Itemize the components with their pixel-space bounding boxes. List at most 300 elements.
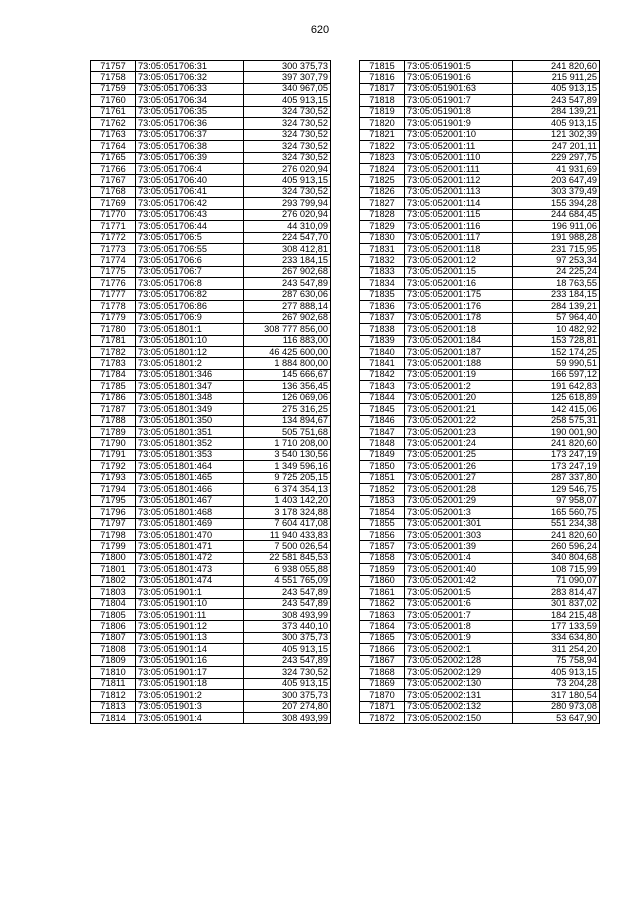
cadastral-value: 405 913,15 [244,644,331,655]
cadastral-value: 308 777 856,00 [244,324,331,335]
row-number: 71814 [91,712,136,723]
cadastral-value: 243 547,89 [244,598,331,609]
cadastral-value: 126 069,06 [244,392,331,403]
cadastral-value: 267 902,68 [244,312,331,323]
cadastral-number: 73:05:052001:115 [405,209,513,220]
row-number: 71794 [91,484,136,495]
row-number: 71861 [360,587,405,598]
table-row [91,346,331,357]
row-number: 71780 [91,324,136,335]
cadastral-value: 6 938 055,88 [244,564,331,575]
cadastral-number: 73:05:052001:20 [405,392,513,403]
table-row [360,507,600,518]
cadastral-number: 73:05:051901:9 [405,118,513,129]
cadastral-value: 142 415,06 [513,404,600,415]
table-row [360,404,600,415]
row-number: 71786 [91,392,136,403]
table-row [91,541,331,552]
table-row [91,221,331,232]
table-row [360,484,600,495]
row-number: 71838 [360,324,405,335]
cadastral-value: 75 758,94 [513,655,600,666]
table-row [360,621,600,632]
cadastral-number: 73:05:051901:18 [136,678,244,689]
cadastral-number: 73:05:051801:12 [136,346,244,357]
row-number: 71827 [360,198,405,209]
cadastral-value: 293 799,94 [244,198,331,209]
row-number: 71795 [91,495,136,506]
table-row [360,415,600,426]
cadastral-value: 247 201,11 [513,141,600,152]
cadastral-value: 191 988,28 [513,232,600,243]
cadastral-value: 7 500 026,54 [244,541,331,552]
table-row [91,278,331,289]
row-number: 71761 [91,106,136,117]
row-number: 71825 [360,175,405,186]
cadastral-value: 243 547,89 [244,655,331,666]
table-row [360,118,600,129]
cadastral-number: 73:05:051706:6 [136,255,244,266]
table-row [360,632,600,643]
cadastral-value: 73 204,28 [513,678,600,689]
table-row [360,289,600,300]
cadastral-value: 145 666,67 [244,369,331,380]
row-number: 71793 [91,472,136,483]
cadastral-value: 24 225,24 [513,266,600,277]
cadastral-number: 73:05:052001:26 [405,461,513,472]
cadastral-value: 405 913,15 [244,175,331,186]
cadastral-value: 373 440,10 [244,621,331,632]
cadastral-value: 4 551 765,09 [244,575,331,586]
table-row [91,529,331,540]
cadastral-number: 73:05:051801:470 [136,529,244,540]
row-number: 71852 [360,484,405,495]
registry-table-right [359,60,600,724]
table-row [91,461,331,472]
table-row [360,209,600,220]
table-row [360,701,600,712]
cadastral-value: 324 730,52 [244,186,331,197]
row-number: 71821 [360,129,405,140]
row-number: 71812 [91,690,136,701]
cadastral-value: 18 763,55 [513,278,600,289]
row-number: 71808 [91,644,136,655]
cadastral-value: 241 820,60 [513,438,600,449]
cadastral-value: 284 139,21 [513,106,600,117]
cadastral-number: 73:05:052001:114 [405,198,513,209]
row-number: 71771 [91,221,136,232]
table-row [360,129,600,140]
row-number: 71871 [360,701,405,712]
cadastral-value: 405 913,15 [513,667,600,678]
row-number: 71768 [91,186,136,197]
row-number: 71816 [360,72,405,83]
table-row [360,541,600,552]
cadastral-value: 116 883,00 [244,335,331,346]
table-row [91,312,331,323]
table-row [91,255,331,266]
row-number: 71769 [91,198,136,209]
row-number: 71872 [360,712,405,723]
table-row [360,335,600,346]
cadastral-value: 136 356,45 [244,381,331,392]
cadastral-value: 7 604 417,08 [244,518,331,529]
row-number: 71800 [91,552,136,563]
row-number: 71790 [91,438,136,449]
cadastral-number: 73:05:052001:11 [405,141,513,152]
cadastral-number: 73:05:052001:111 [405,163,513,174]
cadastral-value: 324 730,52 [244,667,331,678]
cadastral-value: 196 911,06 [513,221,600,232]
table-row [91,472,331,483]
cadastral-value: 97 253,34 [513,255,600,266]
row-number: 71775 [91,266,136,277]
row-number: 71848 [360,438,405,449]
cadastral-number: 73:05:051801:468 [136,507,244,518]
cadastral-number: 73:05:052001:110 [405,152,513,163]
table-row [360,266,600,277]
table-row [360,381,600,392]
table-row [360,427,600,438]
table-row [91,175,331,186]
row-number: 71867 [360,655,405,666]
cadastral-value: 397 307,79 [244,72,331,83]
cadastral-value: 405 913,15 [513,83,600,94]
row-number: 71851 [360,472,405,483]
cadastral-number: 73:05:051706:42 [136,198,244,209]
table-row [360,552,600,563]
row-number: 71843 [360,381,405,392]
cadastral-value: 97 958,07 [513,495,600,506]
table-row [91,209,331,220]
cadastral-number: 73:05:052001:7 [405,610,513,621]
row-number: 71773 [91,244,136,255]
cadastral-number: 73:05:051706:55 [136,244,244,255]
cadastral-number: 73:05:052001:10 [405,129,513,140]
row-number: 71868 [360,667,405,678]
cadastral-number: 73:05:052002:1 [405,644,513,655]
cadastral-number: 73:05:051706:31 [136,61,244,72]
cadastral-number: 73:05:051801:467 [136,495,244,506]
cadastral-number: 73:05:051801:346 [136,369,244,380]
cadastral-value: 155 394,28 [513,198,600,209]
cadastral-value: 121 302,39 [513,129,600,140]
cadastral-number: 73:05:051801:474 [136,575,244,586]
cadastral-value: 276 020,94 [244,163,331,174]
row-number: 71831 [360,244,405,255]
row-number: 71815 [360,61,405,72]
table-row [91,266,331,277]
cadastral-value: 244 684,45 [513,209,600,220]
cadastral-value: 6 374 354,13 [244,484,331,495]
row-number: 71796 [91,507,136,518]
table-row [360,72,600,83]
row-number: 71784 [91,369,136,380]
cadastral-value: 59 990,51 [513,358,600,369]
cadastral-number: 73:05:051801:473 [136,564,244,575]
row-number: 71863 [360,610,405,621]
row-number: 71803 [91,587,136,598]
cadastral-number: 73:05:051901:7 [405,95,513,106]
table-row [91,163,331,174]
row-number: 71859 [360,564,405,575]
cadastral-value: 276 020,94 [244,209,331,220]
row-number: 71788 [91,415,136,426]
table-row [91,644,331,655]
row-number: 71829 [360,221,405,232]
table-row [360,598,600,609]
table-row [360,141,600,152]
row-number: 71783 [91,358,136,369]
cadastral-number: 73:05:052001:118 [405,244,513,255]
table-row [91,621,331,632]
table-row [91,186,331,197]
cadastral-value: 233 184,15 [244,255,331,266]
row-number: 71830 [360,232,405,243]
cadastral-number: 73:05:051901:16 [136,655,244,666]
row-number: 71805 [91,610,136,621]
row-number: 71822 [360,141,405,152]
cadastral-number: 73:05:051801:351 [136,427,244,438]
table-row [360,232,600,243]
table-row [360,358,600,369]
table-row [360,324,600,335]
cadastral-value: 283 814,47 [513,587,600,598]
cadastral-number: 73:05:051706:43 [136,209,244,220]
table-row [360,278,600,289]
row-number: 71837 [360,312,405,323]
cadastral-number: 73:05:051801:2 [136,358,244,369]
cadastral-value: 405 913,15 [513,118,600,129]
row-number: 71833 [360,266,405,277]
row-number: 71777 [91,289,136,300]
cadastral-number: 73:05:052001:2 [405,381,513,392]
cadastral-number: 73:05:051801:352 [136,438,244,449]
cadastral-number: 73:05:052001:117 [405,232,513,243]
cadastral-value: 405 913,15 [244,95,331,106]
table-row [360,392,600,403]
row-number: 71854 [360,507,405,518]
table-row [91,427,331,438]
cadastral-number: 73:05:052001:42 [405,575,513,586]
cadastral-value: 241 820,60 [513,61,600,72]
table-row [91,552,331,563]
row-number: 71845 [360,404,405,415]
table-row [91,95,331,106]
cadastral-number: 73:05:052001:4 [405,552,513,563]
table-row [91,678,331,689]
cadastral-number: 73:05:052001:3 [405,507,513,518]
cadastral-number: 73:05:051706:9 [136,312,244,323]
row-number: 71819 [360,106,405,117]
table-row [360,95,600,106]
cadastral-value: 340 804,68 [513,552,600,563]
cadastral-value: 258 575,31 [513,415,600,426]
table-row [91,667,331,678]
cadastral-value: 53 647,90 [513,712,600,723]
row-number: 71846 [360,415,405,426]
table-row [360,587,600,598]
cadastral-number: 73:05:052001:5 [405,587,513,598]
cadastral-number: 73:05:052001:25 [405,449,513,460]
cadastral-number: 73:05:052002:132 [405,701,513,712]
cadastral-value: 260 596,24 [513,541,600,552]
cadastral-value: 505 751,68 [244,427,331,438]
row-number: 71806 [91,621,136,632]
cadastral-value: 203 647,49 [513,175,600,186]
table-row [91,72,331,83]
row-number: 71770 [91,209,136,220]
cadastral-value: 3 178 324,88 [244,507,331,518]
table-row [360,655,600,666]
cadastral-number: 73:05:051801:469 [136,518,244,529]
cadastral-value: 267 902,68 [244,266,331,277]
table-row [360,312,600,323]
cadastral-value: 300 375,73 [244,61,331,72]
cadastral-value: 280 973,08 [513,701,600,712]
row-number: 71855 [360,518,405,529]
cadastral-number: 73:05:052002:131 [405,690,513,701]
table-row [91,244,331,255]
row-number: 71839 [360,335,405,346]
row-number: 71834 [360,278,405,289]
row-number: 71767 [91,175,136,186]
row-number: 71828 [360,209,405,220]
cadastral-number: 73:05:051901:12 [136,621,244,632]
cadastral-number: 73:05:051706:41 [136,186,244,197]
row-number: 71850 [360,461,405,472]
cadastral-value: 125 618,89 [513,392,600,403]
table-row [360,678,600,689]
table-row [91,564,331,575]
cadastral-number: 73:05:051801:349 [136,404,244,415]
cadastral-number: 73:05:052002:128 [405,655,513,666]
row-number: 71764 [91,141,136,152]
row-number: 71832 [360,255,405,266]
row-number: 71789 [91,427,136,438]
table-row [91,575,331,586]
row-number: 71849 [360,449,405,460]
cadastral-number: 73:05:051706:35 [136,106,244,117]
row-number: 71807 [91,632,136,643]
cadastral-number: 73:05:052001:188 [405,358,513,369]
row-number: 71787 [91,404,136,415]
cadastral-value: 324 730,52 [244,106,331,117]
table-row [91,381,331,392]
row-number: 71772 [91,232,136,243]
cadastral-value: 243 547,89 [244,278,331,289]
cadastral-number: 73:05:051801:347 [136,381,244,392]
table-row [91,507,331,518]
cadastral-number: 73:05:051706:7 [136,266,244,277]
cadastral-number: 73:05:052001:16 [405,278,513,289]
cadastral-number: 73:05:051706:33 [136,83,244,94]
cadastral-value: 44 310,09 [244,221,331,232]
table-row [91,484,331,495]
table-row [360,198,600,209]
row-number: 71864 [360,621,405,632]
cadastral-value: 324 730,52 [244,118,331,129]
cadastral-value: 46 425 600,00 [244,346,331,357]
row-number: 71785 [91,381,136,392]
cadastral-value: 287 630,06 [244,289,331,300]
cadastral-value: 311 254,20 [513,644,600,655]
cadastral-number: 73:05:051706:44 [136,221,244,232]
row-number: 71862 [360,598,405,609]
registry-table-left [90,60,331,724]
table-row [360,438,600,449]
cadastral-number: 73:05:051901:1 [136,587,244,598]
cadastral-number: 73:05:051706:36 [136,118,244,129]
cadastral-value: 340 967,05 [244,83,331,94]
cadastral-number: 73:05:051801:471 [136,541,244,552]
row-number: 71779 [91,312,136,323]
table-row [91,301,331,312]
row-number: 71860 [360,575,405,586]
table-row [360,175,600,186]
table-row [360,518,600,529]
cadastral-value: 324 730,52 [244,129,331,140]
cadastral-value: 41 931,69 [513,163,600,174]
cadastral-value: 1 710 208,00 [244,438,331,449]
cadastral-number: 73:05:052001:28 [405,484,513,495]
cadastral-number: 73:05:052001:187 [405,346,513,357]
cadastral-number: 73:05:052001:116 [405,221,513,232]
cadastral-value: 1 403 142,20 [244,495,331,506]
cadastral-value: 1 884 800,00 [244,358,331,369]
row-number: 71842 [360,369,405,380]
row-number: 71811 [91,678,136,689]
row-number: 71820 [360,118,405,129]
table-row [91,712,331,723]
table-row [360,244,600,255]
table-row [91,358,331,369]
cadastral-number: 73:05:051801:353 [136,449,244,460]
table-row [360,529,600,540]
row-number: 71801 [91,564,136,575]
cadastral-value: 153 728,81 [513,335,600,346]
row-number: 71865 [360,632,405,643]
cadastral-number: 73:05:051801:465 [136,472,244,483]
cadastral-value: 317 180,54 [513,690,600,701]
row-number: 71835 [360,289,405,300]
cadastral-number: 73:05:052001:39 [405,541,513,552]
row-number: 71765 [91,152,136,163]
table-row [360,369,600,380]
cadastral-number: 73:05:051901:13 [136,632,244,643]
table-row [360,564,600,575]
table-row [360,461,600,472]
cadastral-number: 73:05:052001:176 [405,301,513,312]
cadastral-value: 190 001,90 [513,427,600,438]
cadastral-number: 73:05:052001:178 [405,312,513,323]
cadastral-number: 73:05:051901:17 [136,667,244,678]
row-number: 71869 [360,678,405,689]
cadastral-number: 73:05:051801:350 [136,415,244,426]
cadastral-value: 3 540 130,56 [244,449,331,460]
table-row [360,163,600,174]
cadastral-value: 152 174,25 [513,346,600,357]
cadastral-number: 73:05:052001:23 [405,427,513,438]
row-number: 71766 [91,163,136,174]
cadastral-number: 73:05:051901:2 [136,690,244,701]
row-number: 71841 [360,358,405,369]
cadastral-number: 73:05:052001:6 [405,598,513,609]
table-row [91,232,331,243]
cadastral-value: 324 730,52 [244,141,331,152]
row-number: 71804 [91,598,136,609]
cadastral-value: 191 642,83 [513,381,600,392]
